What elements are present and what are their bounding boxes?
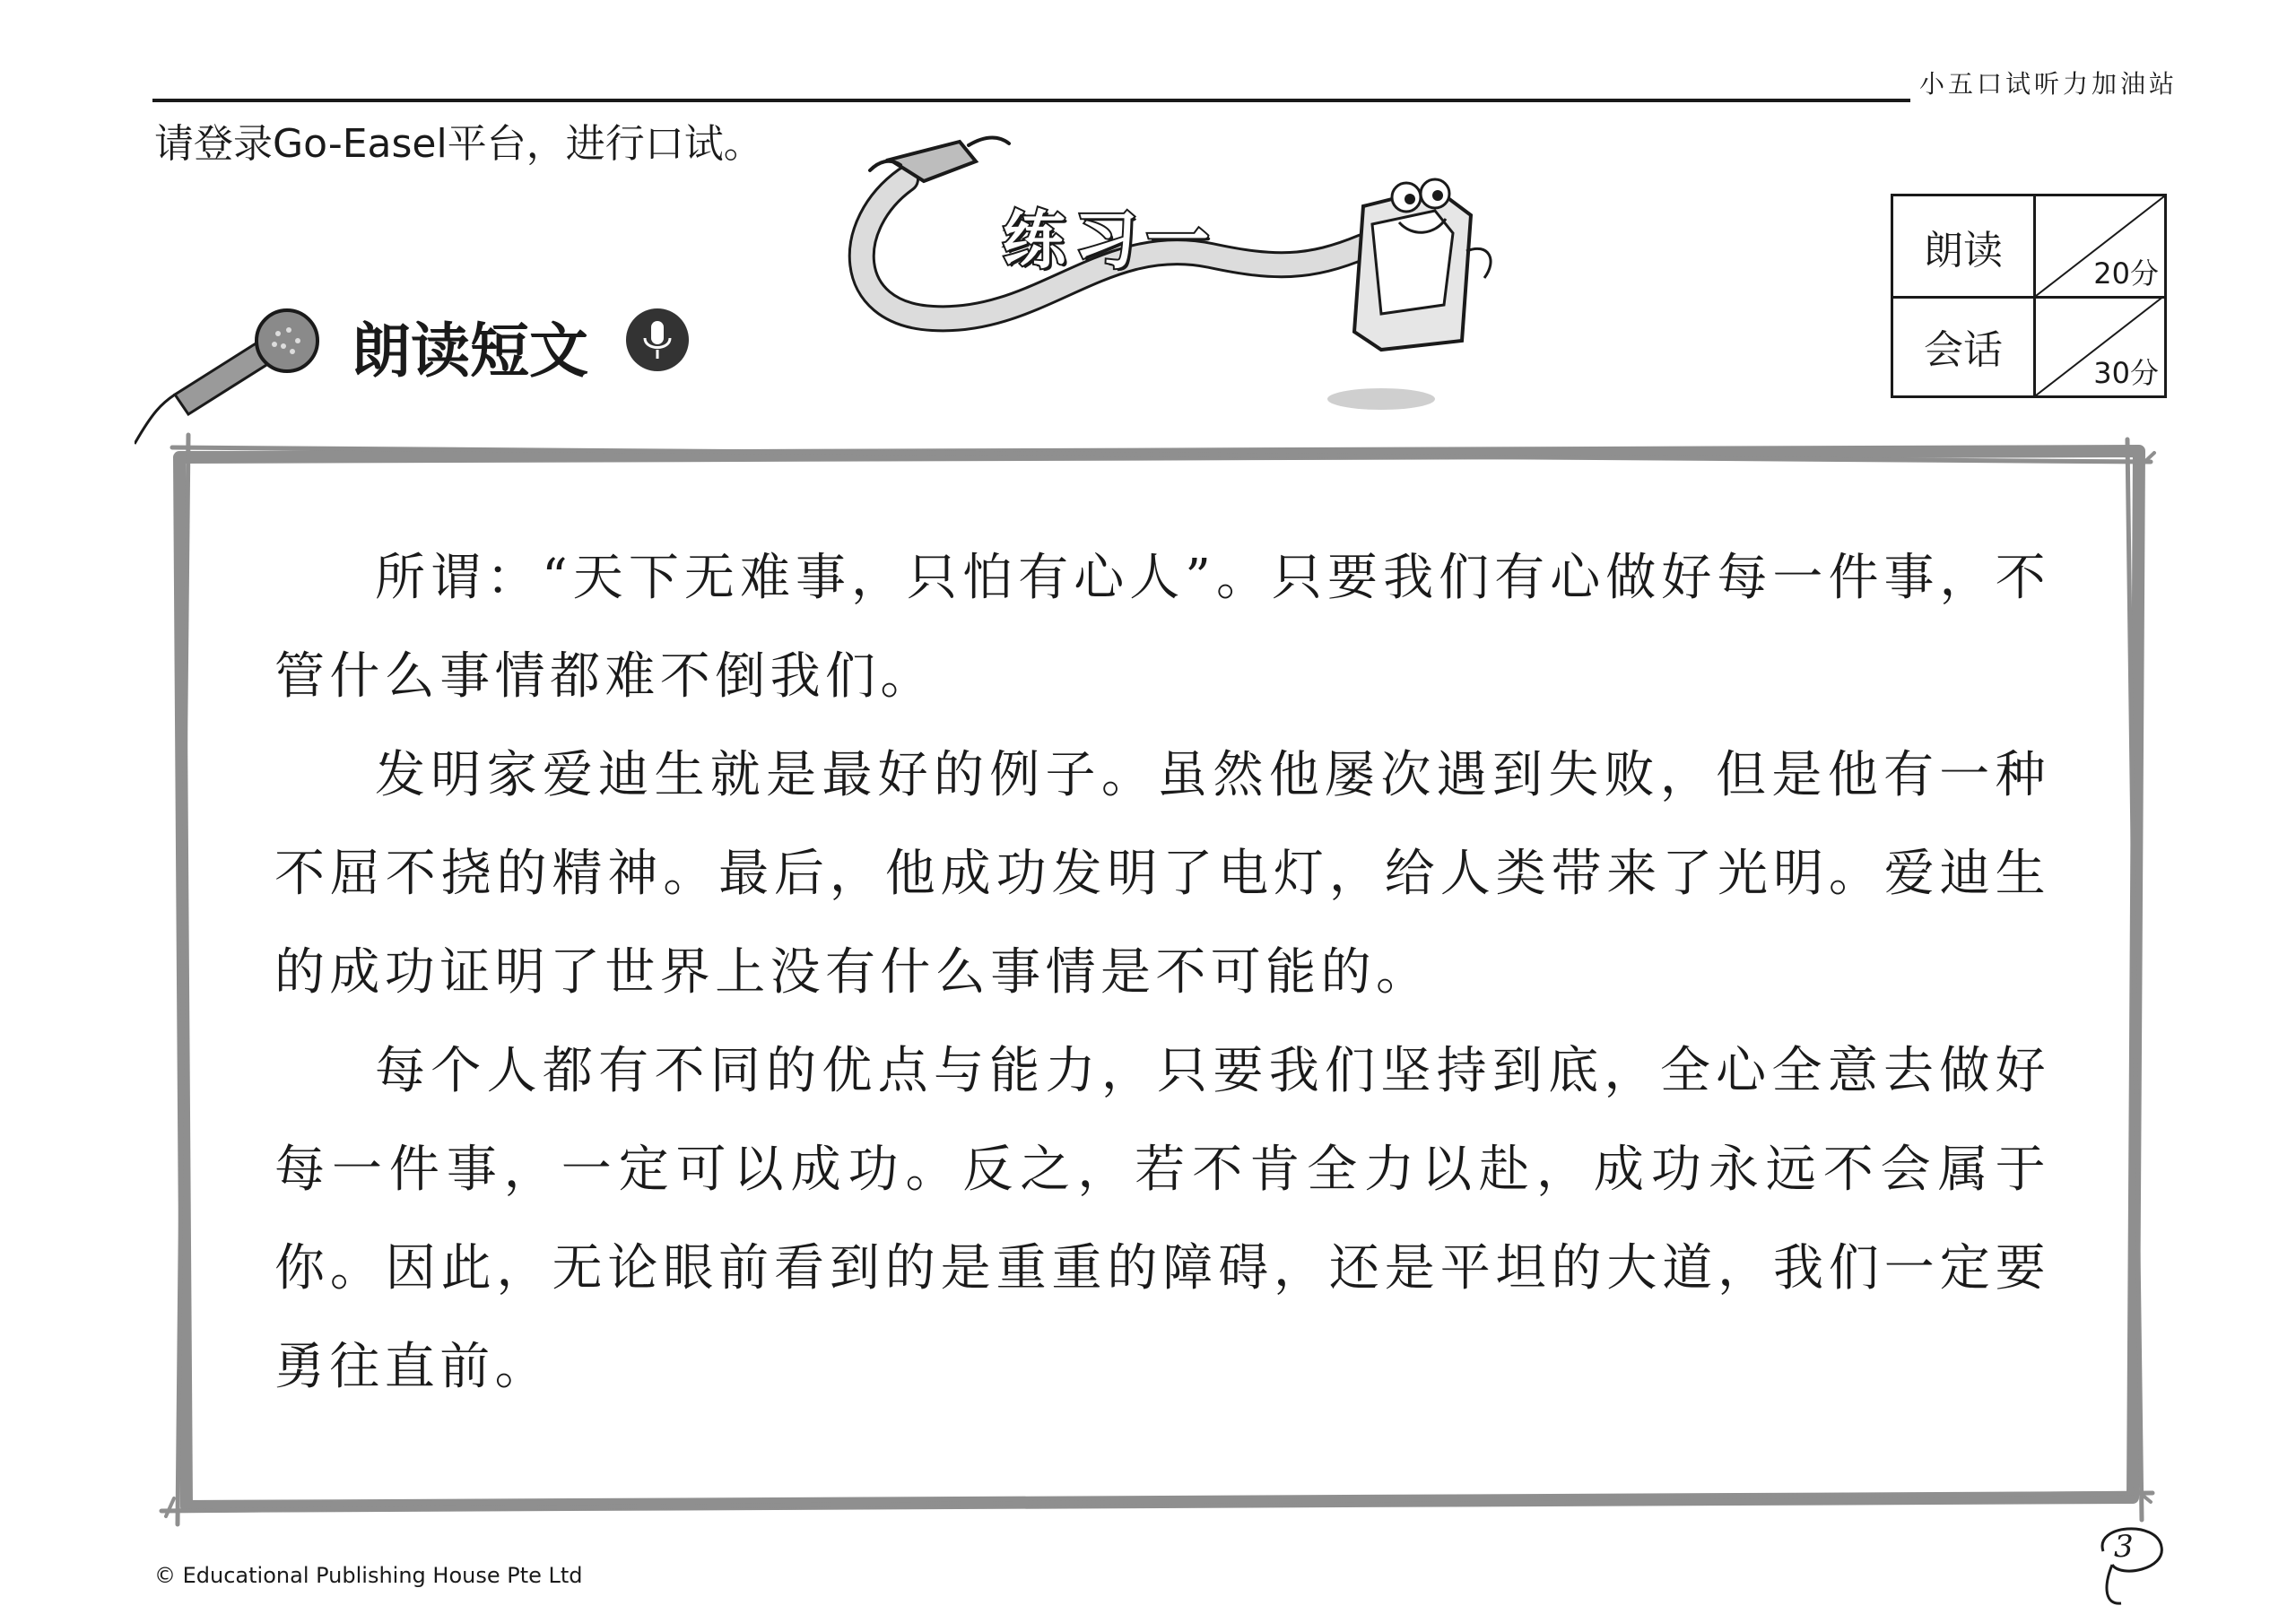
section-title: 朗读短文	[352, 317, 588, 386]
practice-title: 练习一	[1003, 204, 1218, 277]
passage-paragraph: 所谓：“天下无难事，只怕有心人”。只要我们有心做好每一件事，不管什么事情都难不倒我们。	[274, 549, 2050, 706]
score-value: 30分	[2093, 356, 2159, 390]
book-title: 小五口试听力加油站	[1919, 69, 2179, 99]
passage-paragraph: 每个人都有不同的优点与能力，只要我们坚持到底，全心全意去做好每一件事，一定可以成功。反之，若不肯全力以赴，成功永远不会属于你。因此，无论眼前看到的是重重的障碍，还是平坦的大道，我们一定要勇往直前。	[274, 1042, 2050, 1396]
score-value: 20分	[2093, 256, 2159, 291]
passage-paragraph: 发明家爱迪生就是最好的例子。虽然他屡次遇到失败，但是他有一种不屈不挠的精神。最后，他成功发明了电灯，给人类带来了光明。爱迪生的成功证明了世界上没有什么事情是不可能的。	[274, 746, 2050, 1002]
score-cell	[2036, 196, 2164, 296]
score-table	[1891, 194, 2167, 398]
score-row-conversation	[1893, 296, 2164, 395]
page-number: 3	[2114, 1529, 2134, 1565]
score-row-reading	[1893, 196, 2164, 299]
header-rule	[152, 99, 1910, 102]
copyright-notice: © Educational Publishing House Pte Ltd	[154, 1563, 583, 1588]
reading-passage	[274, 529, 2050, 1417]
microphone-icon	[626, 308, 689, 371]
score-label: 会话	[1893, 296, 2036, 395]
instruction-text: 请登录Go-Easel平台，进行口试。	[154, 121, 763, 167]
score-cell	[2036, 296, 2164, 395]
score-label: 朗读	[1893, 196, 2036, 296]
mascot-body	[1327, 179, 1491, 410]
